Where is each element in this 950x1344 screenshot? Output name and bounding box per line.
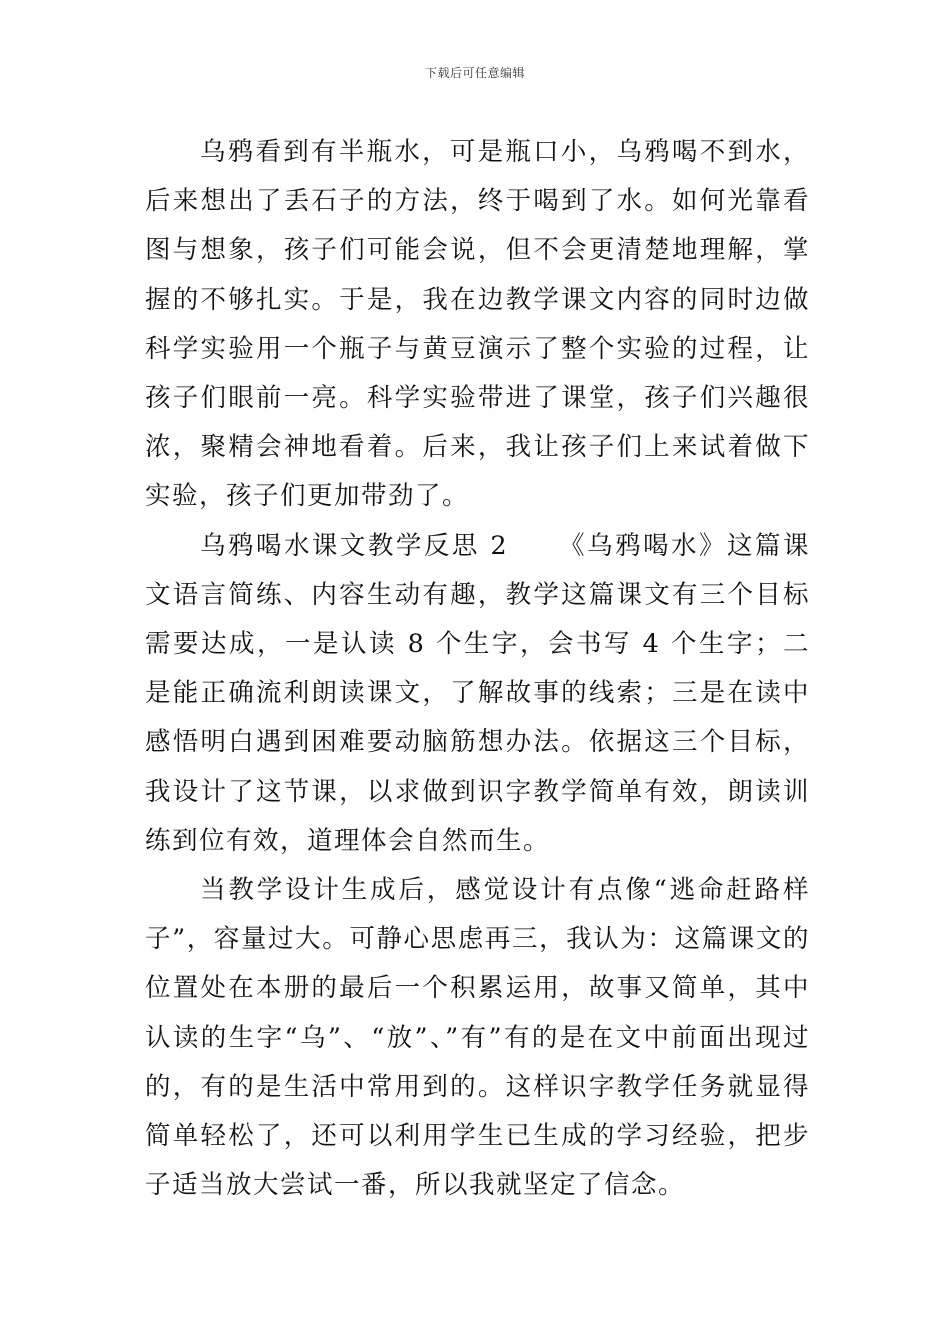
page-header-note: 下载后可任意编辑: [424, 66, 525, 80]
paragraph-1-text: 乌鸦看到有半瓶水，可是瓶口小，乌鸦喝不到水，后来想出了丢石子的方法，终于喝到了水。如何光靠看图与想象，孩子们可能会说，但不会更清楚地理解，掌握的不够扎实。于是，我在边教学课文内容的同时边做科学实验用一个瓶子与黄豆演示了整个实验的过程，让孩子们眼前一亮。科学实验带进了课堂，孩子们兴趣很浓，聚精会神地看着。后来，我让孩子们上来试着做下实验，孩子们更加带劲了。: [145, 137, 810, 512]
section-heading: 乌鸦喝水课文教学反思 2: [200, 530, 509, 561]
paragraph-3-text: 当教学设计生成后，感觉设计有点像“逃命赶路样子”，容量过大。可静心思虑再三，我认为：这篇课文的位置处在本册的最后一个积累运用，故事又简单，其中认读的生字“乌”、“放”、”有”有的是在文中前面出现过的，有的是生活中常用到的。这样识字教学任务就显得简单轻松了，还可以利用学生已生成的学习经验，把步子适当放大尝试一番，所以我就坚定了信念。: [145, 875, 810, 1201]
paragraph-2: [145, 522, 810, 866]
paragraph-1: [145, 128, 810, 522]
document-body: [145, 128, 810, 1210]
paragraph-3: [145, 866, 810, 1210]
paragraph-2-text: 《乌鸦喝水》这篇课文语言简练、内容生动有趣，教学这篇课文有三个目标需要达成，一是认读 8 个生字，会书写 4 个生字；二是能正确流利朗读课文，了解故事的线索；三是在读中感悟明白遇到困难要动脑筋想办法。依据这三个目标，我设计了这节课，以求做到识字教学简单有效，朗读训练到位有效，道理体会自然而生。: [145, 530, 810, 856]
